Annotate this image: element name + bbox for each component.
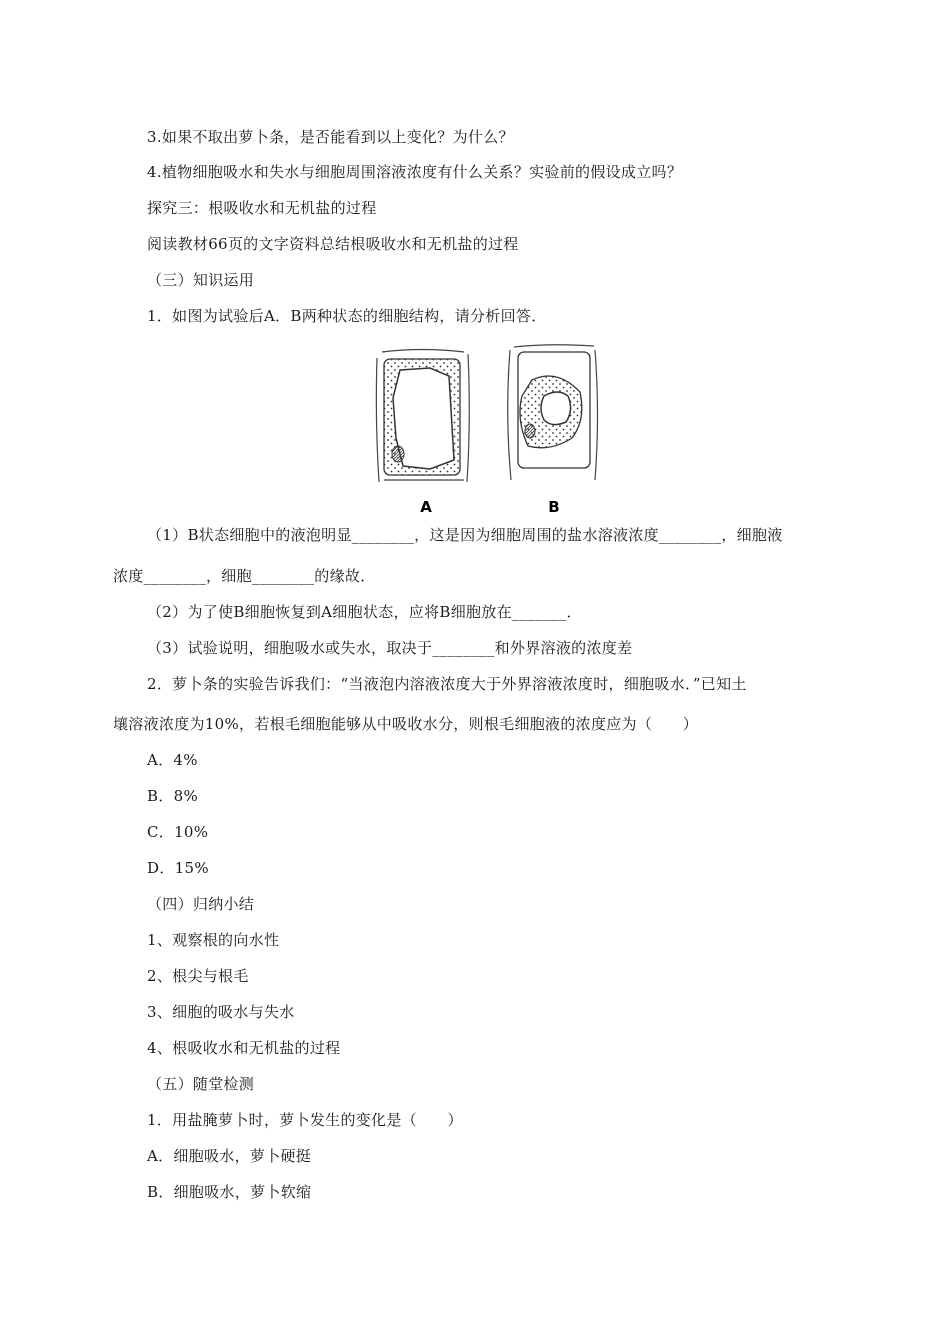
question-2-line2: 壤溶液浓度为10%，若根毛细胞能够从中吸收水分，则根毛细胞液的浓度应为（ ）	[113, 715, 699, 733]
summary-item-2: 2、根尖与根毛	[147, 967, 249, 985]
line-read-textbook: 阅读教材66页的文字资料总结根吸收水和无机盐的过程	[147, 235, 519, 253]
quiz-option-b: B．细胞吸水，萝卜软缩	[147, 1183, 312, 1201]
nucleus-b	[525, 424, 535, 438]
nucleus-a	[392, 446, 404, 462]
option-d: D．15%	[147, 859, 209, 877]
question-2-line1: 2．萝卜条的实验告诉我们：“当液泡内溶液浓度大于外界溶液浓度时，细胞吸水．”已知土	[147, 675, 747, 693]
cell-a	[376, 350, 469, 483]
section-summary: （四）归纳小结	[147, 895, 255, 913]
section-quiz: （五）随堂检测	[147, 1075, 255, 1093]
line-q4: 4.植物细胞吸水和失水与细胞周围溶液浓度有什么关系？实验前的假设成立吗？	[147, 163, 683, 181]
q1-part3: （3）试验说明，细胞吸水或失水，取决于________和外界溶液的浓度差	[147, 639, 633, 657]
vacuole-b	[541, 392, 571, 425]
cell-figure	[372, 340, 602, 520]
cell-wall-b	[514, 345, 594, 347]
q1-part1-line2: 浓度________，细胞________的缘故．	[113, 567, 376, 585]
section-explore-3: 探究三：根吸收水和无机盐的过程	[147, 199, 377, 217]
cell-b	[508, 345, 598, 480]
label-a: A	[420, 498, 432, 516]
quiz-question-1: 1．用盐腌萝卜时，萝卜发生的变化是（ ）	[147, 1111, 463, 1129]
section-knowledge-use: （三）知识运用	[147, 271, 255, 289]
summary-item-4: 4、根吸收水和无机盐的过程	[147, 1039, 341, 1057]
option-c: C．10%	[147, 823, 209, 841]
option-a: A．4%	[147, 751, 198, 769]
cell-wall-a	[382, 350, 464, 353]
option-b: B．8%	[147, 787, 199, 805]
line-q3: 3.如果不取出萝卜条，是否能看到以上变化？为什么？	[147, 128, 514, 146]
summary-item-1: 1、观察根的向水性	[147, 931, 280, 949]
q1-part1-line1: （1）B状态细胞中的液泡明显________，这是因为细胞周围的盐水溶液浓度________，细胞液	[147, 526, 783, 544]
q1-part2: （2）为了使B细胞恢复到A细胞状态，应将B细胞放在_______．	[147, 603, 582, 621]
summary-item-3: 3、细胞的吸水与失水	[147, 1003, 295, 1021]
label-b: B	[548, 498, 560, 516]
question-1: 1．如图为试验后A．B两种状态的细胞结构，请分析回答．	[147, 307, 547, 325]
quiz-option-a: A．细胞吸水，萝卜硬挺	[147, 1147, 312, 1165]
